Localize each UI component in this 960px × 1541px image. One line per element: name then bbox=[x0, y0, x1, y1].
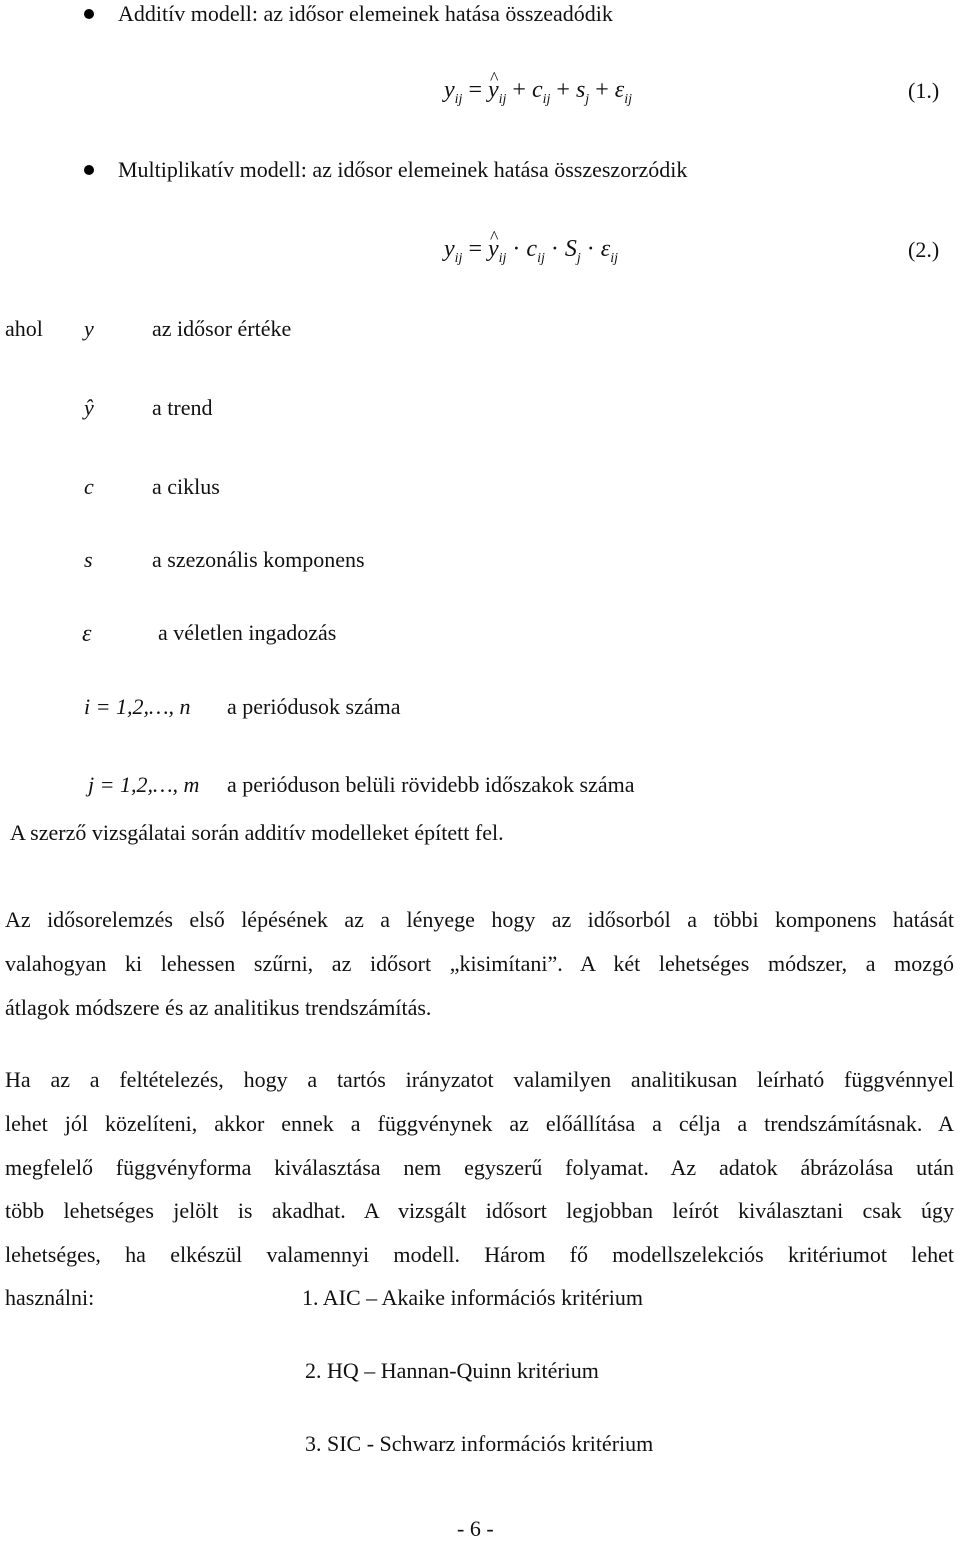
equation-additive: $y_{ij}$ = ^ $y_{ij} + c_{ij} + s_j + \varepsilon_{ij}$ bbox=[444, 78, 632, 107]
definition-trend: a trend bbox=[152, 395, 213, 420]
definition-random: a véletlen ingadozás bbox=[158, 620, 337, 645]
bullet-marker bbox=[84, 165, 94, 175]
page-number: - 6 - bbox=[457, 1516, 494, 1541]
symbol-i-range: i = 1,2,…, n bbox=[84, 694, 191, 719]
definitions-lead: ahol bbox=[5, 316, 43, 341]
equation-number-2: (2.) bbox=[908, 237, 940, 262]
symbol-y: y bbox=[84, 316, 94, 341]
symbol-epsilon: ε bbox=[82, 621, 92, 647]
definition-periods: a periódusok száma bbox=[227, 694, 401, 719]
paragraph-smoothing-line: átlagok módszere és az analitikus trendszámítás. bbox=[5, 995, 432, 1020]
bullet-multiplicative-text: Multiplikatív modell: az idősor elemeinek hatása összeszorzódik bbox=[118, 157, 688, 182]
paragraph-trend-last: használni: bbox=[5, 1285, 95, 1310]
paragraph-trend-line: több lehetséges jelölt is akadhat. A vizsgált idősort legjobban leírót kiválasztani csak úgy bbox=[5, 1198, 954, 1223]
criterion-aic: 1. AIC – Akaike információs kritérium bbox=[302, 1285, 643, 1310]
definition-subperiods: a perióduson belüli rövidebb időszakok száma bbox=[227, 772, 635, 797]
criterion-hq: 2. HQ – Hannan-Quinn kritérium bbox=[305, 1358, 599, 1383]
equation-number-1: (1.) bbox=[908, 78, 940, 103]
symbol-s: s bbox=[84, 547, 93, 572]
paragraph-trend-line: megfelelő függvényforma kiválasztása nem egyszerű folyamat. Az adatok ábrázolása után bbox=[5, 1155, 954, 1180]
symbol-c: c bbox=[84, 474, 94, 499]
bullet-additive-text: Additív modell: az idősor elemeinek hatása összeadódik bbox=[118, 1, 613, 26]
paragraph-smoothing-line: Az idősorelemzés első lépésének az a lényege hogy az idősorból a többi komponens hatását bbox=[5, 907, 954, 932]
symbol-j-range: j = 1,2,…, m bbox=[88, 772, 200, 797]
symbol-y-hat: ŷ bbox=[84, 395, 94, 420]
paragraph-author: A szerző vizsgálatai során additív modelleket épített fel. bbox=[10, 820, 504, 845]
bullet-marker bbox=[84, 9, 94, 19]
paragraph-trend-line: lehet jól közelíteni, akkor ennek a függvénynek az előállítása a célja a trendszámításnak. A bbox=[5, 1111, 954, 1136]
paragraph-smoothing-line: valahogyan ki lehessen szűrni, az idősort „kisimítani”. A két lehetséges módszer, a mozgó bbox=[5, 951, 954, 976]
paragraph-trend-line: lehetséges, ha elkészül valamennyi modell. Három fő modellszelekciós kritériumot lehet bbox=[5, 1242, 954, 1267]
criterion-sic: 3. SIC - Schwarz információs kritérium bbox=[305, 1431, 654, 1456]
definition-seasonal: a szezonális komponens bbox=[152, 547, 365, 572]
paragraph-trend-line: Ha az a feltételezés, hogy a tartós irányzatot valamilyen analitikusan leírható függvénnyel bbox=[5, 1067, 954, 1092]
definition-cycle: a ciklus bbox=[152, 474, 220, 499]
equation-multiplicative: $y_{ij}$ = ^ $y_{ij} \cdot c_{ij} \cdot S_j \cdot \varepsilon_{ij}$ bbox=[444, 237, 618, 266]
definition-y: az idősor értéke bbox=[152, 316, 292, 341]
